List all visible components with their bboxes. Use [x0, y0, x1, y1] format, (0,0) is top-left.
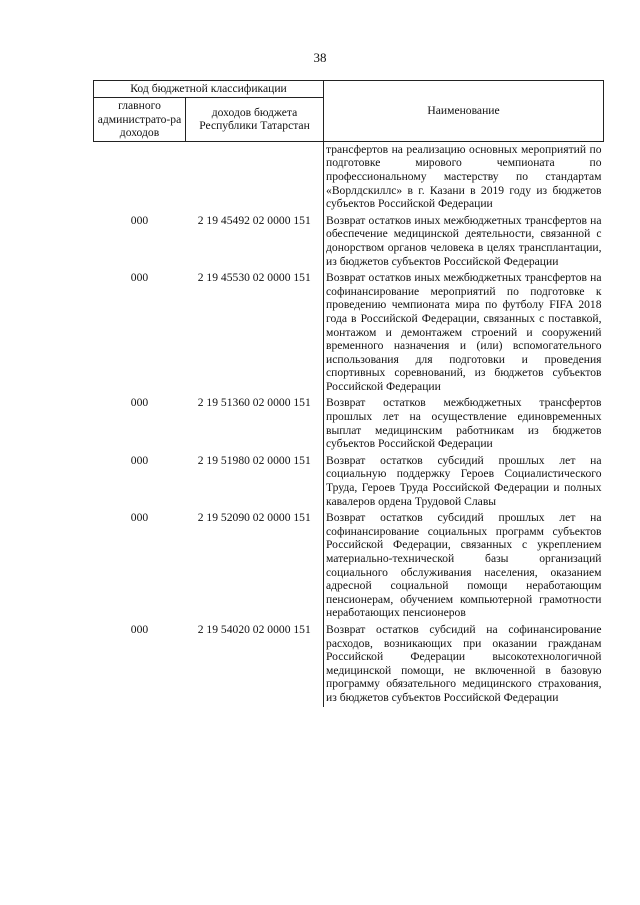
income-code: 2 19 45492 02 0000 151 — [197, 213, 311, 227]
income-code: 2 19 54020 02 0000 151 — [197, 622, 311, 636]
page-number: 38 — [313, 50, 327, 65]
row-name: Возврат остатков иных межбюджетных трансфертов на софинансирование мероприятий по подготовке к проведению чемпионата мира по футболу FIFA 2018 года в Российской Федерации, связанных с поставкой, монтажом и демонтажем строений и сооружений временного назначения и (или) вспомогательного использования для подготовки и проведения спортивных соревнований, из бюджетов субъектов Российской Федерации — [324, 270, 604, 395]
admin-code: 000 — [130, 271, 149, 285]
admin-code: 000 — [130, 213, 149, 227]
admin-code: 000 — [130, 622, 149, 636]
income-code — [186, 141, 324, 212]
table-row — [94, 453, 604, 510]
header-income-code: доходов бюджета Республики Татарстан — [186, 98, 324, 142]
admin-code: 000 — [130, 396, 149, 410]
admin-code: 000 — [130, 511, 149, 525]
row-name: Возврат остатков субсидий прошлых лет на софинансирование социальных программ субъектов Российской Федерации, связанных с укреплением материально-технической базы организаций социального обслуживания населения, оказанием адресной социальной помощи неработающим пенсионерам, обучением компьютерной грамотности неработающих пенсионеров — [324, 510, 604, 622]
table-row-continuation — [94, 141, 604, 212]
header-admin-code: главного администрато-ра доходов — [94, 98, 186, 142]
header-budget-code-group: Код бюджетной классификации — [94, 81, 324, 98]
budget-classification-table — [93, 80, 604, 707]
table-row — [94, 510, 604, 622]
table-row — [94, 213, 604, 270]
row-name: Возврат остатков субсидий на софинансирование расходов, возникающих при оказании гражданам Российской Федерации высокотехнологичной медицинской помощи, не включенной в базовую программу обязательного медицинского страхования, из бюджетов субъектов Российской Федерации — [324, 622, 604, 707]
income-code: 2 19 45530 02 0000 151 — [197, 271, 311, 285]
income-code: 2 19 51360 02 0000 151 — [197, 396, 311, 410]
income-code: 2 19 52090 02 0000 151 — [197, 511, 311, 525]
table-row — [94, 395, 604, 452]
header-name: Наименование — [324, 81, 604, 142]
row-name: Возврат остатков межбюджетных трансфертов прошлых лет на осуществление единовременных выплат медицинским работникам из бюджетов субъектов Российской Федерации — [324, 395, 604, 452]
table-row — [94, 622, 604, 707]
row-name: Возврат остатков иных межбюджетных трансфертов на обеспечение медицинской деятельности, связанной с донорством органов человека в целях трансплантации, из бюджетов субъектов Российской Федерации — [324, 213, 604, 270]
row-name: трансфертов на реализацию основных мероприятий по подготовке мирового чемпионата по профессиональному мастерству по стандартам «Ворлдскиллс» в г. Казани в 2019 году из бюджетов субъектов Российской Федерации — [324, 141, 604, 212]
income-code: 2 19 51980 02 0000 151 — [197, 453, 311, 467]
admin-code: 000 — [130, 453, 149, 467]
admin-code — [94, 141, 186, 212]
table-row — [94, 270, 604, 395]
row-name: Возврат остатков субсидий прошлых лет на социальную поддержку Героев Социалистического Труда, Героев Труда Российской Федерации и полных кавалеров ордена Трудовой Славы — [324, 453, 604, 510]
